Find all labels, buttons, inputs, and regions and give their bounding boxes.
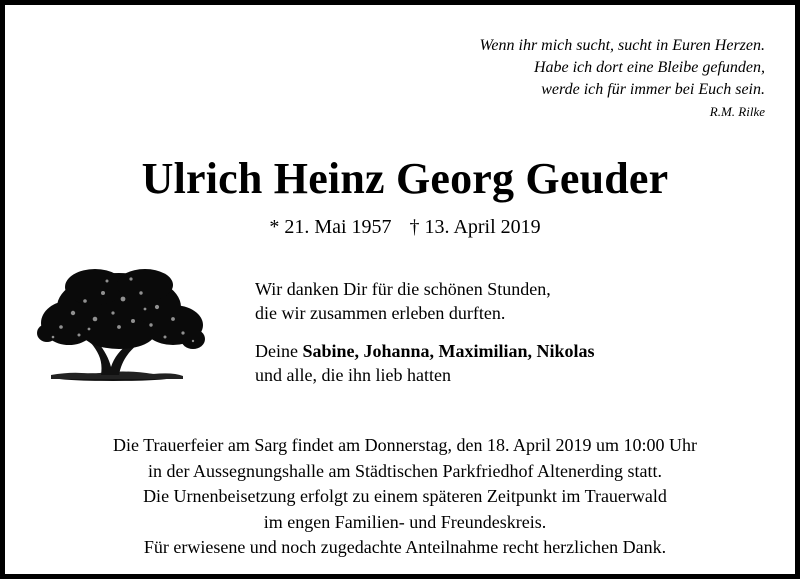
- life-dates: [5, 213, 800, 241]
- deceased-name: Ulrich Heinz Georg Geuder: [141, 154, 669, 203]
- thanks-message: [255, 277, 551, 325]
- service-line: Die Trauerfeier am Sarg findet am Donnerstag, den 18. April 2019 um 10:00 Uhr: [112, 435, 698, 455]
- poem-quote: [480, 35, 765, 123]
- family-others: und alle, die ihn lieb hatten: [255, 365, 451, 385]
- family-prefix: Deine: [255, 341, 303, 361]
- poem-line: Habe ich dort eine Bleibe gefunden,: [533, 59, 765, 76]
- service-line: Die Urnenbeisetzung erfolgt zu einem späteren Zeitpunkt im Trauerwald: [143, 486, 667, 506]
- family-line: [255, 339, 595, 363]
- death-date: † 13. April 2019: [409, 216, 541, 238]
- tree-icon: [33, 263, 205, 385]
- birth-date: * 21. Mai 1957: [269, 216, 392, 238]
- family-signature: [255, 339, 595, 387]
- funeral-service-info: [5, 433, 800, 561]
- poem-line: werde ich für immer bei Euch sein.: [541, 81, 765, 98]
- thanks-line: Wir danken Dir für die schönen Stunden,: [255, 279, 551, 299]
- poem-author: R.M. Rilke: [709, 104, 765, 119]
- poem-line: Wenn ihr mich sucht, sucht in Euren Herzen.: [479, 37, 765, 54]
- thanks-line: die wir zusammen erleben durften.: [255, 303, 506, 323]
- service-line: Für erwiesene und noch zugedachte Anteilnahme recht herzlichen Dank.: [143, 537, 667, 557]
- family-names: Sabine, Johanna, Maximilian, Nikolas: [302, 341, 595, 361]
- service-line: im engen Familien- und Freundeskreis.: [263, 511, 547, 532]
- service-line: in der Aussegnungshalle am Städtischen Parkfriedhof Altenerding statt.: [148, 460, 662, 481]
